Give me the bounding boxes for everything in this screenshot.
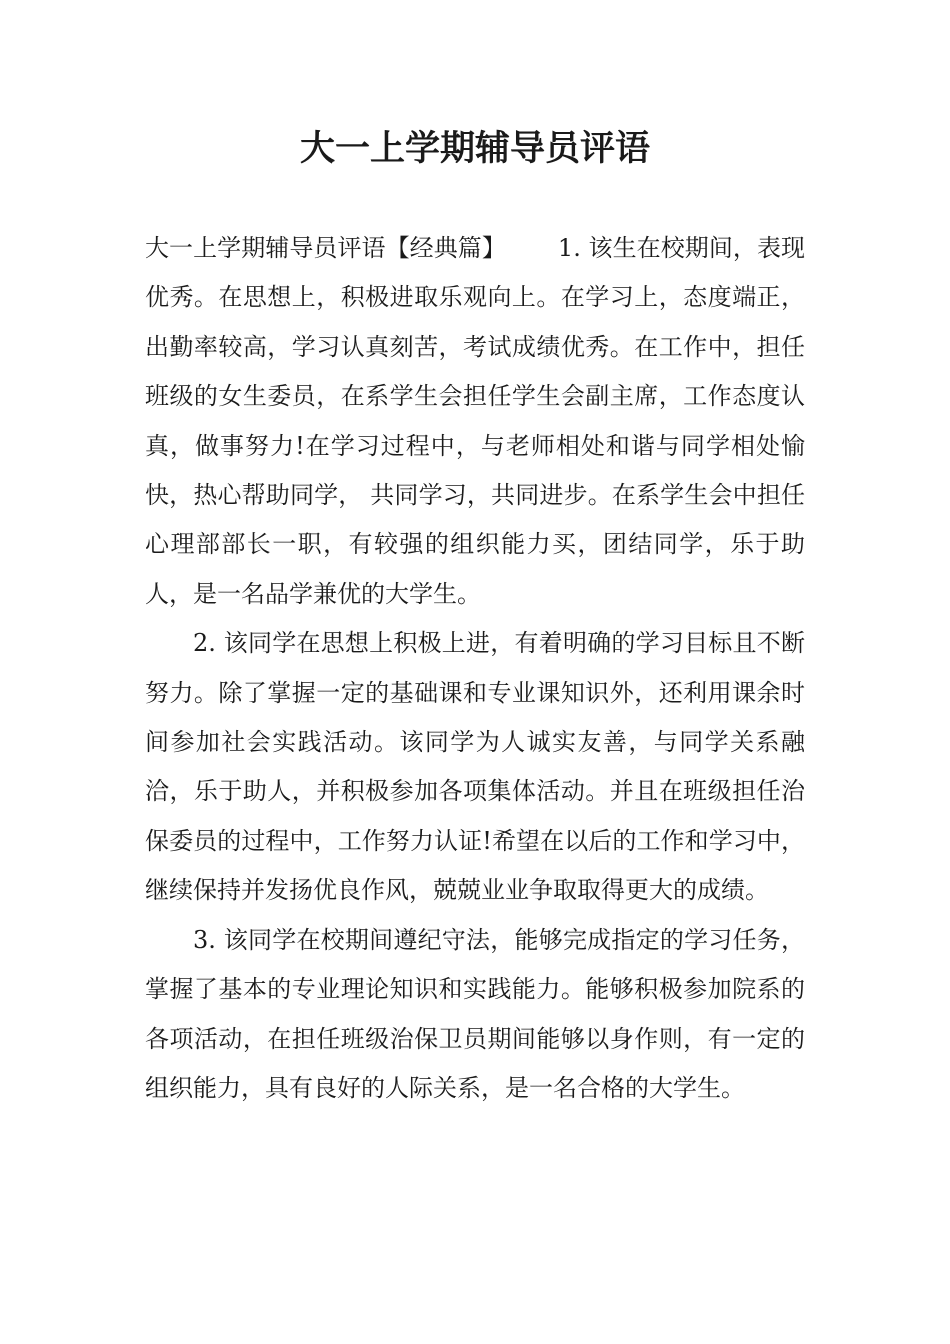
document-body <box>145 224 805 1113</box>
document-title: 大一上学期辅导员评语 <box>299 129 650 169</box>
section-heading: 大一上学期辅导员评语【经典篇】 <box>145 234 506 262</box>
paragraph-1-text: 1. 该生在校期间，表现优秀。在思想上，积极进取乐观向上。在学习上，态度端正，出勤率较高，学习认真刻苦，考试成绩优秀。在工作中，担任班级的女生委员，在系学生会担任学生会副主席，工作态度认真，做事努力!在学习过程中，与老师相处和谐与同学相处愉快，热心帮助同学， 共同学习，共同进步。在系学生会中担任心理部部长一职，有较强的组织能力买，团结同学，乐于助人，是一名品学兼优的大学生。 <box>145 234 805 608</box>
paragraph-3: 3. 该同学在校期间遵纪守法，能够完成指定的学习任务，掌握了基本的专业理论知识和实践能力。能够积极参加院系的各项活动，在担任班级治保卫员期间能够以身作则，有一定的组织能力，具有良好的人际关系，是一名合格的大学生。 <box>145 925 805 1102</box>
paragraph-1 <box>145 224 805 619</box>
paragraph-2: 2. 该同学在思想上积极上进，有着明确的学习目标且不断努力。除了掌握一定的基础课和专业课知识外，还利用课余时间参加社会实践活动。该同学为人诚实友善，与同学关系融洽，乐于助人，并积极参加各项集体活动。并且在班级担任治保委员的过程中，工作努力认证!希望在以后的工作和学习中，继续保持并发扬优良作风，兢兢业业争取取得更大的成绩。 <box>145 629 805 905</box>
